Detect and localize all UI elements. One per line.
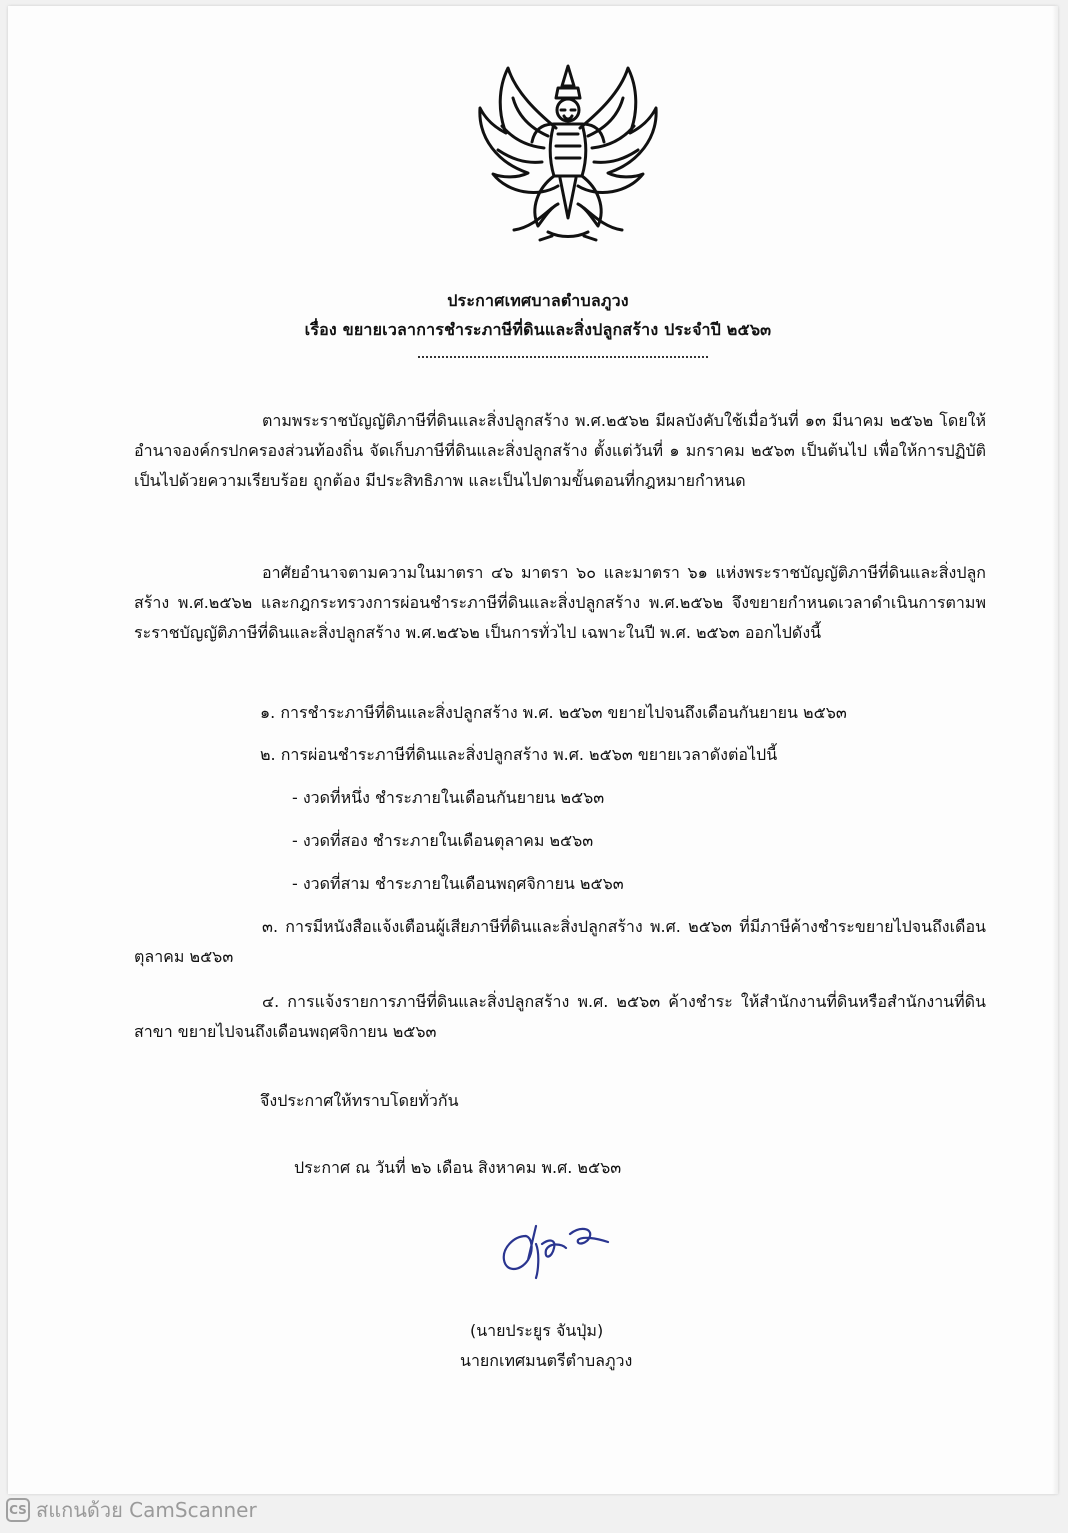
list-item-3: ๓. การมีหนังสือแจ้งเตือนผู้เสียภาษีที่ดินและสิ่งปลูกสร้าง พ.ศ. ๒๕๖๓ ที่มีภาษีค้างชำระขยายไปจนถึงเดือนตุลาคม ๒๕๖๓: [134, 917, 986, 966]
camscanner-watermark: [6, 1495, 257, 1525]
garuda-emblem-icon: [468, 58, 668, 248]
dotted-divider: [418, 356, 708, 358]
paragraph-1: ตามพระราชบัญญัติภาษีที่ดินและสิ่งปลูกสร้าง พ.ศ.๒๕๖๒ มีผลบังคับใช้เมื่อวันที่ ๑๓ มีนาคม ๒๕๖๒ โดยให้อำนาจองค์กรปกครองส่วนท้องถิ่น จัดเก็บภาษีที่ดินและสิ่งปลูกสร้าง ตั้งแต่วันที่ ๑ มกราคม ๒๕๖๓ เป็นต้นไป เพื่อให้การปฏิบัติเป็นไปด้วยความเรียบร้อย ถูกต้อง มีประสิทธิภาพ และเป็นไปตามขั้นตอนที่กฎหมายกำหนด: [134, 411, 986, 490]
closing-line: จึงประกาศให้ทราบโดยทั่วกัน: [260, 1091, 459, 1110]
announcement-subject: เรื่อง ขยายเวลาการชำระภาษีที่ดินและสิ่งปลูกสร้าง ประจำปี ๒๕๖๓: [304, 320, 772, 339]
list-item-2: ๒. การผ่อนชำระภาษีที่ดินและสิ่งปลูกสร้าง พ.ศ. ๒๕๖๓ ขยายเวลาดังต่อไปนี้: [260, 745, 778, 764]
signatory-name: (นายประยูร จันปุ่ม): [470, 1321, 604, 1340]
installment-2: - งวดที่สอง ชำระภายในเดือนตุลาคม ๒๕๖๓: [292, 831, 594, 850]
date-line: ประกาศ ณ วันที่ ๒๖ เดือน สิงหาคม พ.ศ. ๒๕๖๓: [294, 1158, 622, 1177]
signatory-position: นายกเทศมนตรีตำบลภูวง: [460, 1351, 633, 1370]
installment-1: - งวดที่หนึ่ง ชำระภายในเดือนกันยายน ๒๕๖๓: [292, 788, 605, 807]
list-item-1: ๑. การชำระภาษีที่ดินและสิ่งปลูกสร้าง พ.ศ. ๒๕๖๓ ขยายไปจนถึงเดือนกันยายน ๒๕๖๓: [260, 703, 847, 722]
document-page: [8, 6, 1058, 1494]
installment-3: - งวดที่สาม ชำระภายในเดือนพฤศจิกายน ๒๕๖๓: [292, 874, 624, 893]
watermark-text: สแกนด้วย CamScanner: [36, 1498, 257, 1522]
announcement-title: ประกาศเทศบาลตำบลภูวง: [447, 291, 629, 310]
list-item-4: ๔. การแจ้งรายการภาษีที่ดินและสิ่งปลูกสร้าง พ.ศ. ๒๕๖๓ ค้างชำระ ให้สำนักงานที่ดินหรือสำนักงานที่ดินสาขา ขยายไปจนถึงเดือนพฤศจิกายน ๒๕๖๓: [134, 992, 986, 1041]
camscanner-logo-icon: CS: [6, 1498, 30, 1522]
signature-icon: [496, 1214, 626, 1284]
paragraph-2: อาศัยอำนาจตามความในมาตรา ๔๖ มาตรา ๖๐ และมาตรา ๖๑ แห่งพระราชบัญญัติภาษีที่ดินและสิ่งปลูกสร้าง พ.ศ.๒๕๖๒ และกฎกระทรวงการผ่อนชำระภาษีที่ดินและสิ่งปลูกสร้าง พ.ศ.๒๕๖๒ จึงขยายกำหนดเวลาดำเนินการตามพระราชบัญญัติภาษีที่ดินและสิ่งปลูกสร้าง พ.ศ.๒๕๖๒ เป็นการทั่วไป เฉพาะในปี พ.ศ. ๒๕๖๓ ออกไปดังนี้: [134, 563, 986, 642]
